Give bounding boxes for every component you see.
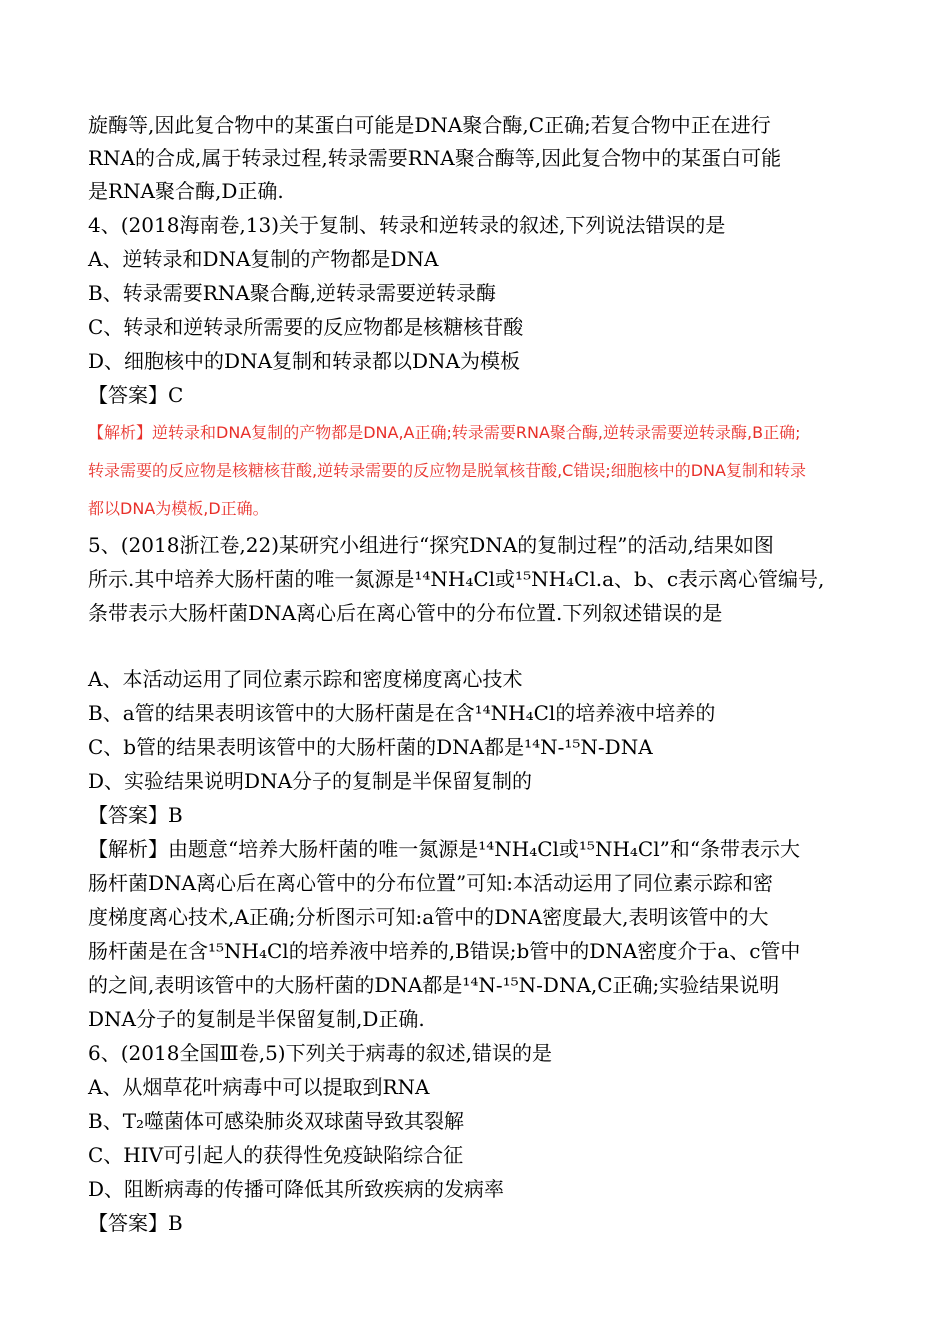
question-5-analysis-line: 度梯度离心技术,A正确;分析图示可知:a管中的DNA密度最大,表明该管中的大 <box>88 905 769 929</box>
question-5-analysis-line: 肠杆菌DNA离心后在离心管中的分布位置”可知:本活动运用了同位素示踪和密 <box>88 871 773 895</box>
question-6-option-a: A、从烟草花叶病毒中可以提取到RNA <box>88 1075 430 1099</box>
question-4-stem: 4、(2018海南卷,13)关于复制、转录和逆转录的叙述,下列说法错误的是 <box>88 213 726 237</box>
question-5-analysis-line: 肠杆菌是在含¹⁵NH₄Cl的培养液中培养的,B错误;b管中的DNA密度介于a、c管中 <box>88 939 801 963</box>
question-4-analysis-line: 转录需要的反应物是核糖核苷酸,逆转录需要的反应物是脱氧核苷酸,C错误;细胞核中的DNA复制和转录 <box>88 461 806 480</box>
question-4-option-d: D、细胞核中的DNA复制和转录都以DNA为模板 <box>88 349 520 373</box>
question-6-option-d: D、阻断病毒的传播可降低其所致疾病的发病率 <box>88 1177 505 1201</box>
question-5-stem: 所示.其中培养大肠杆菌的唯一氮源是¹⁴NH₄Cl或¹⁵NH₄Cl.a、b、c表示离心管编号, <box>88 567 825 591</box>
question-5-option-b: B、a管的结果表明该管中的大肠杆菌是在含¹⁴NH₄Cl的培养液中培养的 <box>88 701 716 725</box>
question-5-stem: 5、(2018浙江卷,22)某研究小组进行“探究DNA的复制过程”的活动,结果如图 <box>88 533 774 557</box>
question-5-option-d: D、实验结果说明DNA分子的复制是半保留复制的 <box>88 769 533 793</box>
question-5-analysis-line: 【解析】由题意“培养大肠杆菌的唯一氮源是¹⁴NH₄Cl或¹⁵NH₄Cl”和“条带表示大 <box>88 837 801 861</box>
question-5-analysis-line: 的之间,表明该管中的大肠杆菌的DNA都是¹⁴N-¹⁵N-DNA,C正确;实验结果说明 <box>88 973 780 997</box>
question-6-stem: 6、(2018全国Ⅲ卷,5)下列关于病毒的叙述,错误的是 <box>88 1041 552 1065</box>
question-4-answer: 【答案】C <box>88 383 184 407</box>
question-5-answer: 【答案】B <box>88 803 183 827</box>
question-6-option-c: C、HIV可引起人的获得性免疫缺陷综合征 <box>88 1143 464 1167</box>
question-4-option-c: C、转录和逆转录所需要的反应物都是核糖核苷酸 <box>88 315 524 339</box>
question-5-stem: 条带表示大肠杆菌DNA离心后在离心管中的分布位置.下列叙述错误的是 <box>88 601 723 625</box>
question-6-answer: 【答案】B <box>88 1211 183 1235</box>
question-5-option-c: C、b管的结果表明该管中的大肠杆菌的DNA都是¹⁴N-¹⁵N-DNA <box>88 735 653 759</box>
question-4-option-a: A、逆转录和DNA复制的产物都是DNA <box>88 247 439 271</box>
question-4-analysis-line: 【解析】逆转录和DNA复制的产物都是DNA,A正确;转录需要RNA聚合酶,逆转录需要逆转录酶,B正确; <box>88 423 801 442</box>
question-4-analysis-line: 都以DNA为模板,D正确。 <box>88 499 269 518</box>
question-6-option-b: B、T₂噬菌体可感染肺炎双球菌导致其裂解 <box>88 1109 465 1133</box>
question-4-option-b: B、转录需要RNA聚合酶,逆转录需要逆转录酶 <box>88 281 497 305</box>
question-5-analysis-line: DNA分子的复制是半保留复制,D正确. <box>88 1007 425 1031</box>
text-line: RNA的合成,属于转录过程,转录需要RNA聚合酶等,因此复合物中的某蛋白可能 <box>88 146 782 170</box>
text-line: 旋酶等,因此复合物中的某蛋白可能是DNA聚合酶,C正确;若复合物中正在进行 <box>88 113 771 137</box>
text-line: 是RNA聚合酶,D正确. <box>88 179 284 203</box>
question-5-option-a: A、本活动运用了同位素示踪和密度梯度离心技术 <box>88 667 523 691</box>
